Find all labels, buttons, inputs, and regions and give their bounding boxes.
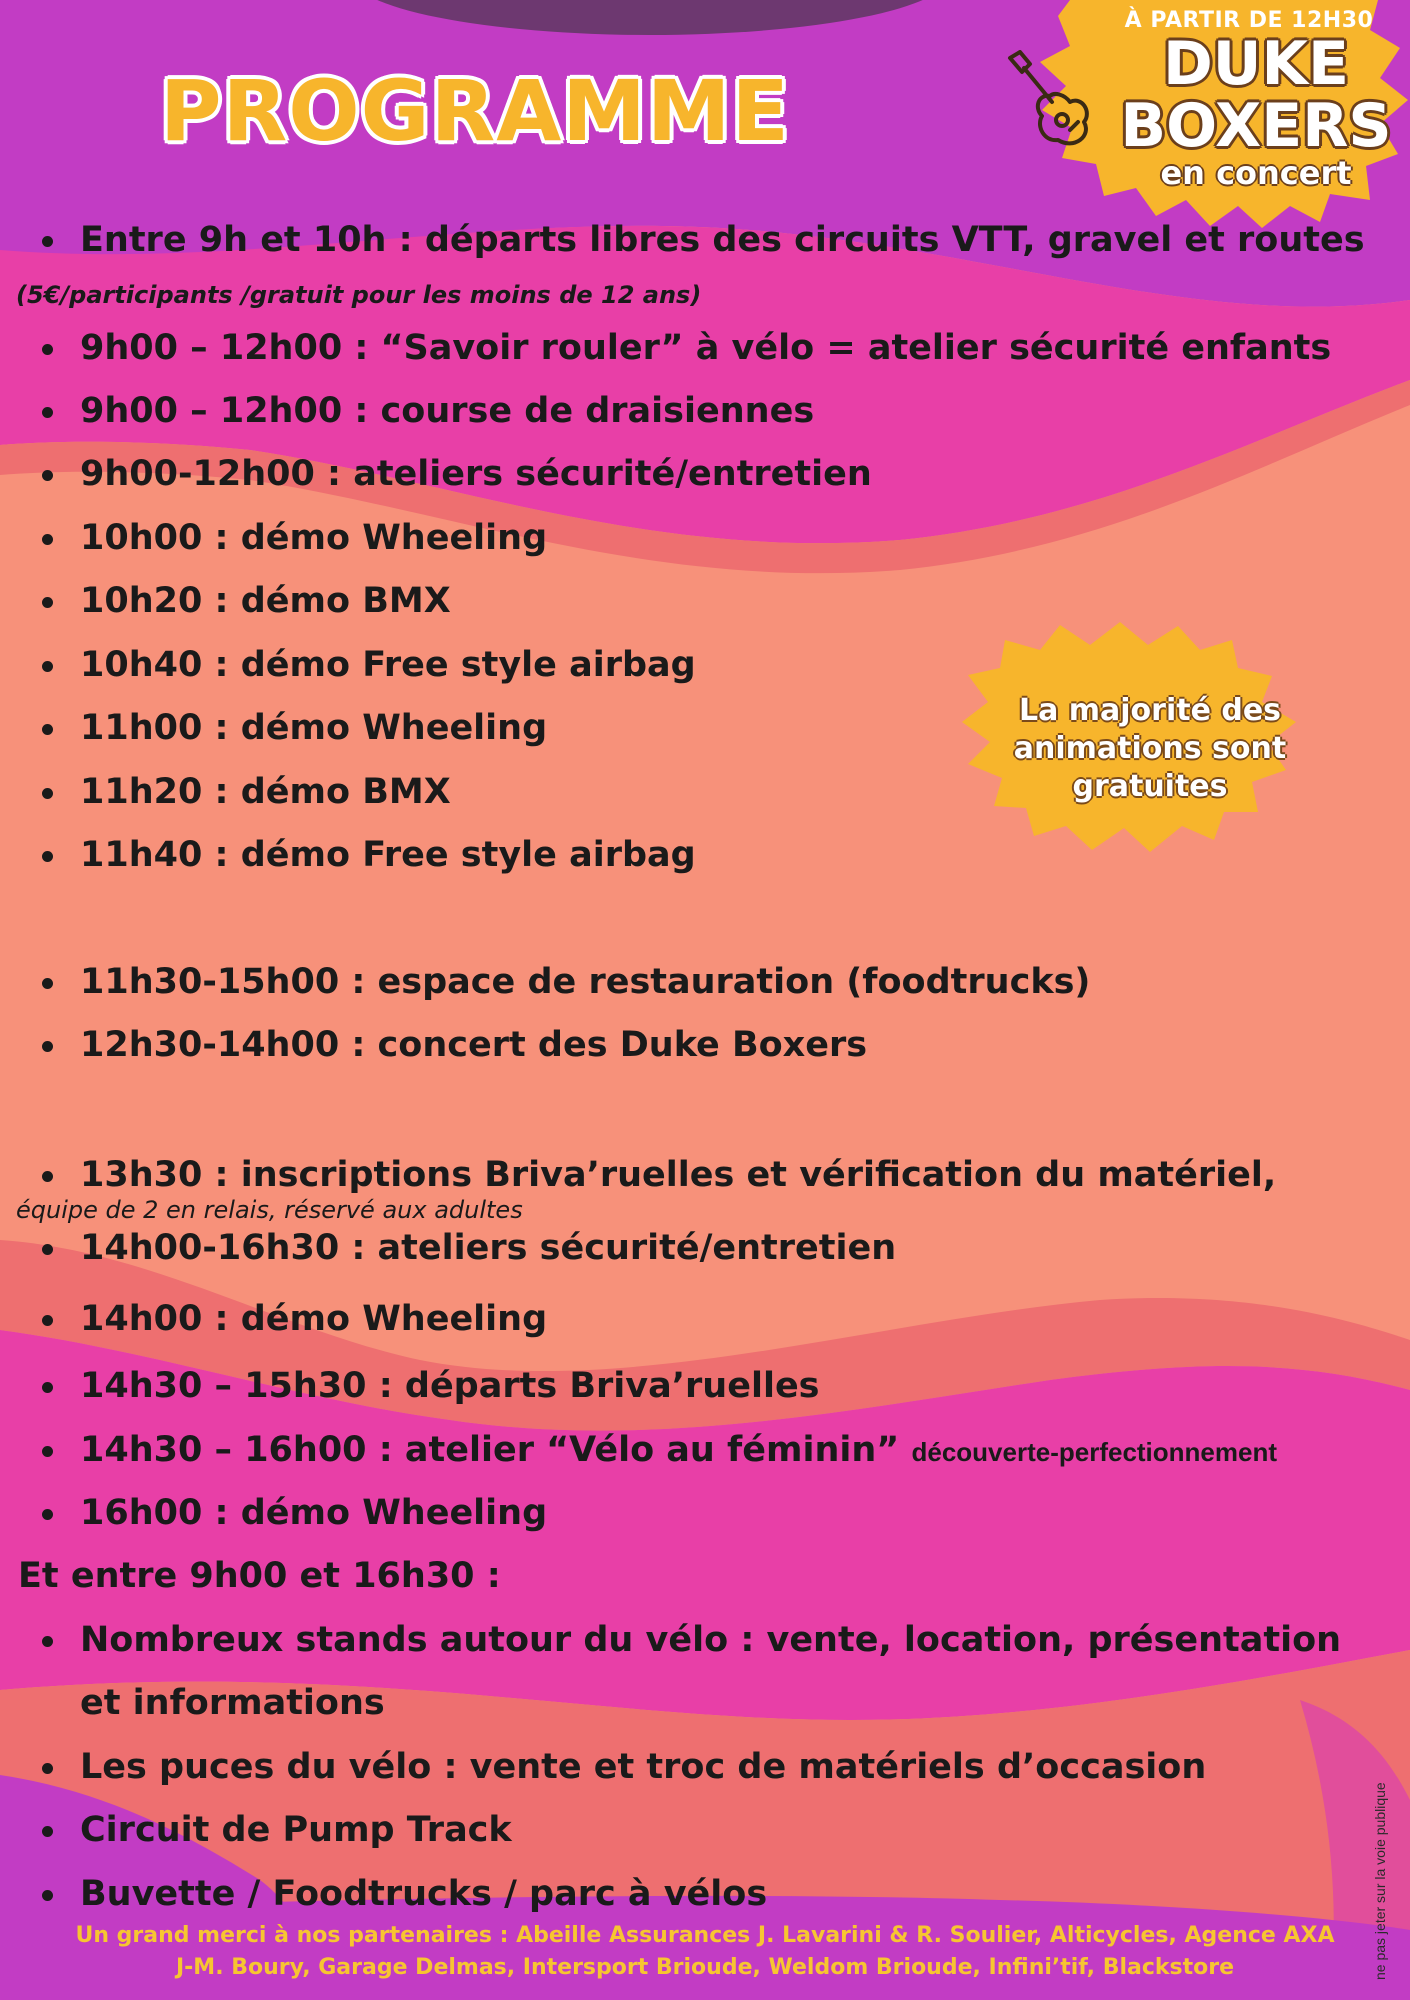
schedule-item-6: 10h20 : démo BMX (80, 581, 451, 621)
schedule-item-14: 14h00-16h30 : ateliers sécurité/entretien (80, 1228, 897, 1268)
all-day-item-1: Nombreux stands autour du vélo : vente, location, présentation (80, 1620, 1342, 1660)
all-day-item-3: Circuit de Pump Track (80, 1810, 512, 1850)
schedule-note-price: (5€/participants /gratuit pour les moins de 12 ans) (16, 281, 702, 309)
schedule-item-8: 11h00 : démo Wheeling (80, 708, 548, 748)
free-badge-line1: La majorité des (1018, 693, 1282, 728)
concert-subtitle: en concert (1160, 154, 1352, 192)
all-day-item-1-cont: et informations (80, 1683, 385, 1723)
schedule-item-7: 10h40 : démo Free style airbag (80, 645, 696, 685)
concert-band-line2: BOXERS (1120, 91, 1392, 161)
all-day-item-4: Buvette / Foodtrucks / parc à vélos (80, 1874, 768, 1914)
partners-footer (0, 1920, 1410, 1984)
partners-line1: Un grand merci à nos partenaires : Abeille Assurances J. Lavarini & R. Soulier, Alticycles, Agence AXA (75, 1923, 1335, 1948)
schedule-item-13: 13h30 : inscriptions Briva’ruelles et vérification du matériel, (80, 1155, 1277, 1195)
schedule-item-15: 14h00 : démo Wheeling (80, 1299, 548, 1339)
schedule-item-17-suffix: découverte-perfectionnement (911, 1437, 1278, 1467)
schedule-item-12: 12h30-14h00 : concert des Duke Boxers (80, 1025, 868, 1065)
partners-line2: J-M. Boury, Garage Delmas, Intersport Brioude, Weldom Brioude, Infini’tif, Blackstore (175, 1955, 1235, 1980)
concert-time: À PARTIR DE 12H30 (1124, 8, 1374, 33)
concert-band-line1: DUKE (1162, 29, 1349, 99)
page-title: PROGRAMME (160, 62, 790, 160)
schedule-item-10: 11h40 : démo Free style airbag (80, 835, 696, 875)
all-day-heading: Et entre 9h00 et 16h30 : (18, 1556, 501, 1596)
free-badge-line2: animations sont (1013, 731, 1287, 766)
schedule-item-2: 9h00 – 12h00 : “Savoir rouler” à vélo = atelier sécurité enfants (80, 328, 1332, 368)
schedule-item-18: 16h00 : démo Wheeling (80, 1493, 548, 1533)
schedule-item-17 (80, 1428, 1277, 1474)
schedule-item-11: 11h30-15h00 : espace de restauration (foodtrucks) (80, 962, 1091, 1002)
schedule-item-3: 9h00 – 12h00 : course de draisiennes (80, 391, 815, 431)
schedule-item-16: 14h30 – 15h30 : départs Briva’ruelles (80, 1366, 820, 1406)
schedule-item-5: 10h00 : démo Wheeling (80, 518, 548, 558)
schedule-note-relay: équipe de 2 en relais, réservé aux adultes (16, 1196, 523, 1224)
guitar-icon (1000, 50, 1096, 160)
all-day-item-2: Les puces du vélo : vente et troc de matériels d’occasion (80, 1747, 1207, 1787)
concert-badge (1072, 8, 1406, 192)
schedule-item-1: Entre 9h et 10h : départs libres des circuits VTT, gravel et routes (80, 220, 1365, 260)
free-animations-badge (985, 692, 1315, 806)
free-badge-line3: gratuites (1072, 769, 1228, 804)
vertical-disposal-note: ne pas jeter sur la voie publique (1372, 1782, 1388, 1980)
schedule-item-4: 9h00-12h00 : ateliers sécurité/entretien (80, 454, 872, 494)
schedule-item-9: 11h20 : démo BMX (80, 772, 451, 812)
schedule-item-17-main: 14h30 – 16h00 : atelier “Vélo au féminin” (80, 1430, 900, 1470)
